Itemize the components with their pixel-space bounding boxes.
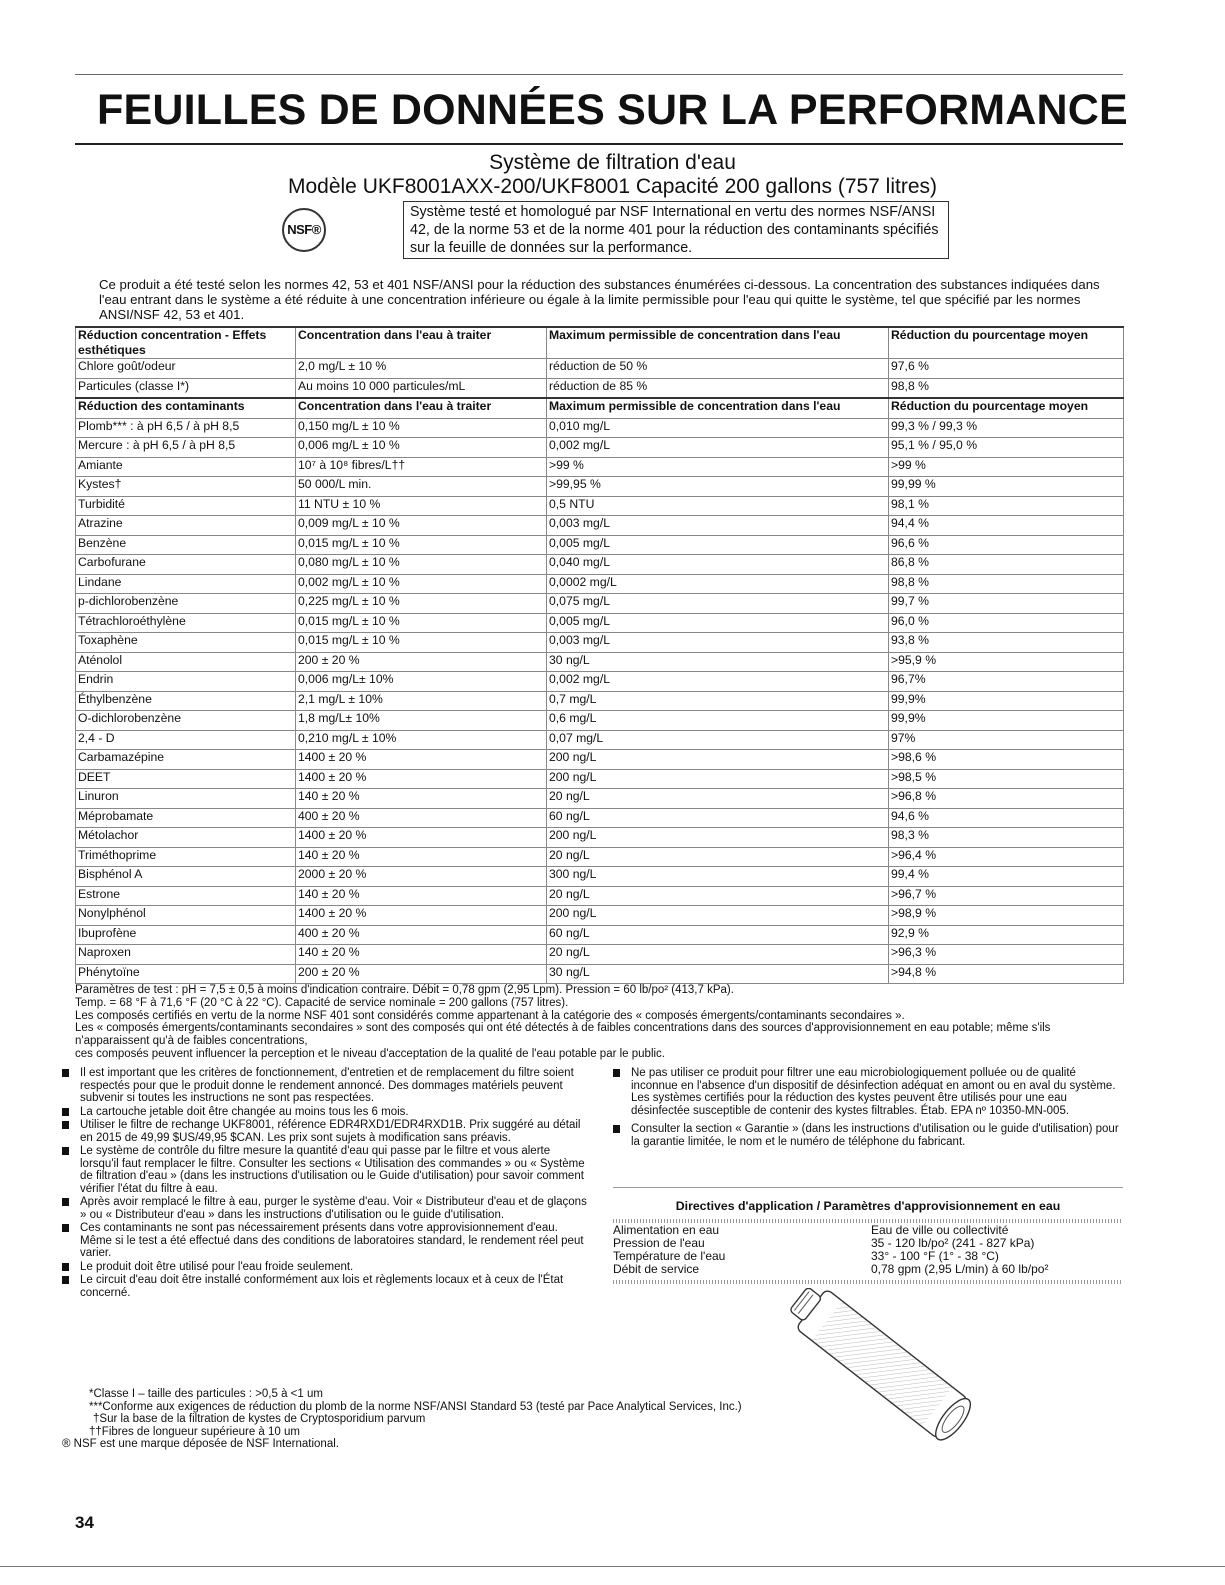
table-row (76, 789, 1124, 809)
bullet-square-icon (62, 1147, 69, 1155)
bullet-item (613, 1123, 1123, 1148)
table-cell: >98,6 % (889, 750, 1124, 770)
table-cell: 92,9 % (889, 925, 1124, 945)
table-cell: Chlore goût/odeur (76, 359, 296, 379)
table-cell: 200 ng/L (547, 769, 889, 789)
table-cell: >95,9 % (889, 652, 1124, 672)
table-cell: 400 ± 20 % (296, 808, 547, 828)
footnotes (62, 1388, 882, 1451)
table-cell: 98,3 % (889, 828, 1124, 848)
table-cell: Méprobamate (76, 808, 296, 828)
table-row (76, 828, 1124, 848)
table-row (76, 750, 1124, 770)
directives-band-bottom (613, 1280, 1123, 1284)
table-cell: 0,210 mg/L ± 10% (296, 730, 547, 750)
table-cell: Toxaphène (76, 633, 296, 653)
table-row (76, 418, 1124, 438)
table-cell: 97% (889, 730, 1124, 750)
table-cell: 0,010 mg/L (547, 418, 889, 438)
table-cell: 0,225 mg/L ± 10 % (296, 594, 547, 614)
table-cell: Amiante (76, 457, 296, 477)
table-cell: Tétrachloroéthylène (76, 613, 296, 633)
table-cell: Kystes† (76, 477, 296, 497)
table-cell: 200 ng/L (547, 828, 889, 848)
table-row (76, 808, 1124, 828)
footnote: ††Fibres de longueur supérieure à 10 um (89, 1425, 300, 1438)
table-cell: 200 ± 20 % (296, 652, 547, 672)
table-cell: 0,080 mg/L ± 10 % (296, 555, 547, 575)
table-cell: Phénytoïne (76, 964, 296, 984)
table-row (76, 613, 1124, 633)
bullet-square-icon (62, 1263, 69, 1271)
table-cell: 20 ng/L (547, 789, 889, 809)
table-cell: 200 ng/L (547, 906, 889, 926)
table-cell: 94,4 % (889, 516, 1124, 536)
table-row (76, 925, 1124, 945)
table-header-row (76, 327, 1124, 359)
intro-paragraph: Ce produit a été testé selon les normes 42, 53 et 401 NSF/ANSI pour la réduction des substances énumérées ci-dessous. La concentration des substances indiquées dans l'eau entrant dans le système a été réduite à une concentration inférieure ou égale à la limite permissible pour l'eau qui quitte le système, tel que spécifié par les normes ANSI/NSF 42, 53 et 401. (99, 277, 1100, 322)
directives-title: Directives d'application / Paramètres d'approvisionnement en eau (675, 1199, 1061, 1213)
table-cell: 0,005 mg/L (547, 613, 889, 633)
table-cell: 0,040 mg/L (547, 555, 889, 575)
directives-row (613, 1263, 1123, 1276)
table-cell: Nonylphénol (76, 906, 296, 926)
table-cell: 140 ± 20 % (296, 945, 547, 965)
table-cell: Particules (classe I*) (76, 378, 296, 398)
table-cell: 2,4 - D (76, 730, 296, 750)
table-cell: 0,002 mg/L ± 10 % (296, 574, 547, 594)
page-title: FEUILLES DE DONNÉES SUR LA PERFORMANCE (97, 86, 1128, 134)
system-subtitle: Système de filtration d'eau (489, 151, 736, 174)
table-row (76, 672, 1124, 692)
table-cell: Concentration dans l'eau à traiter (296, 398, 547, 418)
bullet-item (62, 1067, 587, 1105)
table-cell: 20 ng/L (547, 945, 889, 965)
table-cell: 99,99 % (889, 477, 1124, 497)
table-cell: Ibuprofène (76, 925, 296, 945)
bullet-square-icon (62, 1121, 69, 1129)
table-cell: 140 ± 20 % (296, 789, 547, 809)
table-cell: 0,150 mg/L ± 10 % (296, 418, 547, 438)
table-cell: 0,015 mg/L ± 10 % (296, 613, 547, 633)
table-cell: 99,3 % / 99,3 % (889, 418, 1124, 438)
bullet-text: La cartouche jetable doit être changée au moins tous les 6 mois. (80, 1105, 409, 1118)
table-row (76, 516, 1124, 536)
bullet-square-icon (62, 1069, 69, 1077)
table-cell: 11 NTU ± 10 % (296, 496, 547, 516)
test-parameters (75, 984, 1123, 1061)
bullet-list-left (62, 1067, 587, 1300)
table-cell: 200 ng/L (547, 750, 889, 770)
table-cell: 98,8 % (889, 574, 1124, 594)
table-cell: 30 ng/L (547, 964, 889, 984)
directives-grid (613, 1224, 1123, 1276)
table-cell: Maximum permissible de concentration dans l'eau (547, 398, 889, 418)
bullet-text: Ne pas utiliser ce produit pour filtrer une eau microbiologiquement polluée ou de qualité inconnue en l'absence d'un dispositif de désinfection adéquat en amont ou en aval du système. Les systèmes certifiés pour la réduction des kystes peuvent être utilisés pour une eau désinfectée susceptible de contenir des kystes filtrables. Étab. EPA nº 10350-MN-005. (631, 1067, 1116, 1117)
table-cell: 1400 ± 20 % (296, 828, 547, 848)
table-cell: >98,9 % (889, 906, 1124, 926)
table-cell: Au moins 10 000 particules/mL (296, 378, 547, 398)
table-cell: Maximum permissible de concentration dans l'eau (547, 327, 889, 359)
bullet-text: Ces contaminants ne sont pas nécessairement présents dans votre approvisionnement d'eau. Même si le test a été effectué dans des conditions de laboratoires standard, le rendement réel peut varier. (80, 1222, 584, 1259)
table-cell: Lindane (76, 574, 296, 594)
table-cell: Atrazine (76, 516, 296, 536)
table-cell: 1400 ± 20 % (296, 906, 547, 926)
table-cell: réduction de 85 % (547, 378, 889, 398)
table-cell: 96,6 % (889, 535, 1124, 555)
nsf-logo-text: NSF® (287, 222, 321, 237)
table-header-row (76, 398, 1124, 418)
table-cell: 200 ± 20 % (296, 964, 547, 984)
footnote: ***Conforme aux exigences de réduction du plomb de la norme NSF/ANSI Standard 53 (testé par Pace Analytical Services, Inc.) (89, 1400, 742, 1413)
nsf-logo-icon (282, 208, 326, 252)
table-cell: 60 ng/L (547, 925, 889, 945)
table-cell: 93,8 % (889, 633, 1124, 653)
table-cell: >99 % (547, 457, 889, 477)
table-row (76, 867, 1124, 887)
table-cell: 140 ± 20 % (296, 847, 547, 867)
title-rule (75, 143, 1123, 145)
table-cell: >96,4 % (889, 847, 1124, 867)
table-cell: 98,1 % (889, 496, 1124, 516)
directives-rule (613, 1187, 1123, 1188)
page-number: 34 (75, 1513, 94, 1532)
table-cell: 1400 ± 20 % (296, 769, 547, 789)
table-row (76, 496, 1124, 516)
bullet-item (62, 1119, 587, 1144)
table-cell: Naproxen (76, 945, 296, 965)
footnote: ® NSF est une marque déposée de NSF International. (62, 1438, 339, 1450)
param-line: Temp. = 68 °F à 71,6 °F (20 °C à 22 °C). Capacité de service nominale = 200 gallons (757 litres). (75, 996, 569, 1009)
table-cell: 95,1 % / 95,0 % (889, 438, 1124, 458)
table-row (76, 964, 1124, 984)
table-cell: p-dichlorobenzène (76, 594, 296, 614)
table-row (76, 906, 1124, 926)
table-cell: >96,3 % (889, 945, 1124, 965)
table-row (76, 594, 1124, 614)
bullet-square-icon (62, 1276, 69, 1284)
table-cell: 20 ng/L (547, 847, 889, 867)
table-row (76, 359, 1124, 379)
table-cell: Triméthoprime (76, 847, 296, 867)
table-cell: Éthylbenzène (76, 691, 296, 711)
table-cell: Benzène (76, 535, 296, 555)
table-cell: 0,005 mg/L (547, 535, 889, 555)
directive-label: Température de l'eau (613, 1249, 726, 1263)
table-cell: >96,8 % (889, 789, 1124, 809)
table-cell: 0,075 mg/L (547, 594, 889, 614)
table-cell: >99,95 % (547, 477, 889, 497)
param-line: Les composés certifiés en vertu de la norme NSF 401 sont considérés comme appartenant à la catégorie des « composés émergents/contaminants secondaires ». (75, 1009, 905, 1022)
table-cell: 0,009 mg/L ± 10 % (296, 516, 547, 536)
table-cell: 140 ± 20 % (296, 886, 547, 906)
param-line: Paramètres de test : pH = 7,5 ± 0,5 à moins d'indication contraire. Débit = 0,78 gpm (2,95 Lpm). Pression = 60 lb/po² (413,7 kPa). (75, 984, 734, 996)
table-cell: 1,8 mg/L± 10% (296, 711, 547, 731)
param-line: ces composés peuvent influencer la perception et le niveau d'acceptation de la qualité de l'eau potable par le public. (75, 1047, 666, 1060)
directive-value: 33° - 100 °F (1° - 38 °C) (871, 1249, 999, 1263)
table-row (76, 730, 1124, 750)
table-row (76, 633, 1124, 653)
bullet-text: Le système de contrôle du filtre mesure la quantité d'eau qui passe par le filtre et vous alerte lorsqu'il faut remplacer le filtre. Consulter les sections « Utilisation des commandes » ou « Système de filtration d'eau » (dans les instructions d'utilisation ou le Guide d'utilisation) pour savoir comment vérifier l'état du filtre à eau. (80, 1145, 585, 1195)
bullet-item (62, 1274, 587, 1299)
table-cell: réduction de 50 % (547, 359, 889, 379)
table-cell: >98,5 % (889, 769, 1124, 789)
table-row (76, 652, 1124, 672)
table-cell: 2000 ± 20 % (296, 867, 547, 887)
top-rule (75, 74, 1123, 75)
table-row (76, 457, 1124, 477)
table-cell: Bisphénol A (76, 867, 296, 887)
table-cell: 99,7 % (889, 594, 1124, 614)
bullet-text: Le circuit d'eau doit être installé conformément aux lois et règlements locaux et à ceux de l'État concerné. (80, 1274, 564, 1299)
table-cell: >96,7 % (889, 886, 1124, 906)
bullet-item (613, 1067, 1123, 1117)
table-row (76, 691, 1124, 711)
table-cell: Réduction du pourcentage moyen (889, 327, 1124, 359)
bullet-square-icon (62, 1224, 69, 1232)
bullet-item (62, 1196, 587, 1221)
table-row (76, 477, 1124, 497)
table-cell: O-dichlorobenzène (76, 711, 296, 731)
directive-value: 35 - 120 lb/po² (241 - 827 kPa) (871, 1236, 1035, 1250)
table-cell: 300 ng/L (547, 867, 889, 887)
bullet-square-icon (62, 1108, 69, 1116)
table-row (76, 574, 1124, 594)
table-row (76, 711, 1124, 731)
footnote: *Classe I – taille des particules : >0,5 à <1 um (89, 1388, 323, 1400)
table-cell: >94,8 % (889, 964, 1124, 984)
table-row (76, 847, 1124, 867)
table-cell: 10⁷ à 10⁸ fibres/L†† (296, 457, 547, 477)
bullet-item (62, 1261, 587, 1274)
bullet-square-icon (613, 1125, 620, 1133)
table-cell: Métolachor (76, 828, 296, 848)
table-cell: 0,006 mg/L± 10% (296, 672, 547, 692)
table-cell: Estrone (76, 886, 296, 906)
table-cell: 50 000/L min. (296, 477, 547, 497)
table-cell: 99,9% (889, 711, 1124, 731)
table-cell: Réduction concentration - Effets esthétiques (76, 327, 296, 359)
param-line: Les « composés émergents/contaminants secondaires » sont des composés qui ont été détectés à de faibles concentrations dans des sources d'approvisionnement en eau potable; même s'ils n'apparaissent qu'à de faibles concentrations, (75, 1022, 1051, 1048)
table-cell: 96,7% (889, 672, 1124, 692)
bullet-list-right (613, 1067, 1123, 1154)
table-cell: Endrin (76, 672, 296, 692)
table-row (76, 945, 1124, 965)
bullet-item (62, 1145, 587, 1195)
table-cell: 0,0002 mg/L (547, 574, 889, 594)
table-cell: Réduction du pourcentage moyen (889, 398, 1124, 418)
directive-value: Eau de ville ou collectivité (871, 1223, 1009, 1237)
table-cell: 2,1 mg/L ± 10% (296, 691, 547, 711)
table-row (76, 535, 1124, 555)
table-cell: 97,6 % (889, 359, 1124, 379)
table-cell: 0,002 mg/L (547, 438, 889, 458)
table-row (76, 378, 1124, 398)
bullet-item (62, 1106, 587, 1119)
table-cell: 0,006 mg/L ± 10 % (296, 438, 547, 458)
bullet-text: Utiliser le filtre de rechange UKF8001, référence EDR4RXD1/EDR4RXD1B. Prix suggéré au détail en 2015 de 49,99 $US/49,95 $CAN. Les prix sont sujets à modification sans préavis. (80, 1119, 581, 1144)
table-cell: 96,0 % (889, 613, 1124, 633)
table-cell: Linuron (76, 789, 296, 809)
table-cell: 0,002 mg/L (547, 672, 889, 692)
table-cell: 99,9% (889, 691, 1124, 711)
table-cell: DEET (76, 769, 296, 789)
bullet-square-icon (62, 1198, 69, 1206)
table-cell: 400 ± 20 % (296, 925, 547, 945)
table-cell: Turbidité (76, 496, 296, 516)
model-subtitle: Modèle UKF8001AXX-200/UKF8001 Capacité 200 gallons (757 litres) (287, 175, 938, 198)
table-cell: Mercure : à pH 6,5 / à pH 8,5 (76, 438, 296, 458)
bullet-text: Le produit doit être utilisé pour l'eau froide seulement. (80, 1260, 354, 1273)
table-cell: >99 % (889, 457, 1124, 477)
directive-label: Pression de l'eau (613, 1236, 705, 1250)
table-cell: 0,003 mg/L (547, 633, 889, 653)
table-cell: 60 ng/L (547, 808, 889, 828)
table-cell: 30 ng/L (547, 652, 889, 672)
table-cell: 0,7 mg/L (547, 691, 889, 711)
bottom-rule (0, 1566, 1225, 1567)
table-row (76, 438, 1124, 458)
bullet-text: Après avoir remplacé le filtre à eau, purger le système d'eau. Voir « Distributeur d'eau et de glaçons » ou « Distributeur d'eau » dans les instructions d'utilisation ou le guide d'utilisation. (80, 1196, 587, 1221)
table-cell: 0,5 NTU (547, 496, 889, 516)
footnote: †Sur la base de la filtration de kystes de Cryptosporidium parvum (93, 1413, 426, 1425)
table-cell: 98,8 % (889, 378, 1124, 398)
bullet-item (62, 1222, 587, 1260)
table-cell: 99,4 % (889, 867, 1124, 887)
bullet-text: Il est important que les critères de fonctionnement, d'entretien et de remplacement du filtre soient respectés pour que le produit donne le rendement annoncé. Des dommages matériels peuvent subvenir si toutes les instructions ne sont pas respectées. (80, 1067, 574, 1104)
table-cell: 0,015 mg/L ± 10 % (296, 633, 547, 653)
table-cell: 0,07 mg/L (547, 730, 889, 750)
table-cell: 0,015 mg/L ± 10 % (296, 535, 547, 555)
table-cell: Réduction des contaminants (76, 398, 296, 418)
table-row (76, 886, 1124, 906)
table-cell: 86,8 % (889, 555, 1124, 575)
table-cell: Plomb*** : à pH 6,5 / à pH 8,5 (76, 418, 296, 438)
directive-value: 0,78 gpm (2,95 L/min) à 60 lb/po² (871, 1262, 1049, 1276)
table-cell: Aténolol (76, 652, 296, 672)
bullet-text: Consulter la section « Garantie » (dans les instructions d'utilisation ou le guide d'utilisation) pour la garantie limitée, le nom et le numéro de téléphone du fabricant. (631, 1123, 1119, 1148)
table-row (76, 769, 1124, 789)
table-row (76, 555, 1124, 575)
table-cell: 1400 ± 20 % (296, 750, 547, 770)
table-cell: 2,0 mg/L ± 10 % (296, 359, 547, 379)
table-cell: 20 ng/L (547, 886, 889, 906)
directive-label: Débit de service (613, 1262, 700, 1276)
table-cell: 0,6 mg/L (547, 711, 889, 731)
directive-label: Alimentation en eau (613, 1223, 720, 1237)
table-cell: Carbamazépine (76, 750, 296, 770)
table-cell: Carbofurane (76, 555, 296, 575)
bullet-square-icon (613, 1069, 620, 1077)
performance-table (75, 326, 1124, 984)
table-cell: 94,6 % (889, 808, 1124, 828)
table-cell: Concentration dans l'eau à traiter (296, 327, 547, 359)
certification-box: Système testé et homologué par NSF International en vertu des normes NSF/ANSI 42, de la norme 53 et de la norme 401 pour la réduction des contaminants spécifiés sur la feuille de données sur la performance. (403, 201, 949, 259)
table-cell: 0,003 mg/L (547, 516, 889, 536)
